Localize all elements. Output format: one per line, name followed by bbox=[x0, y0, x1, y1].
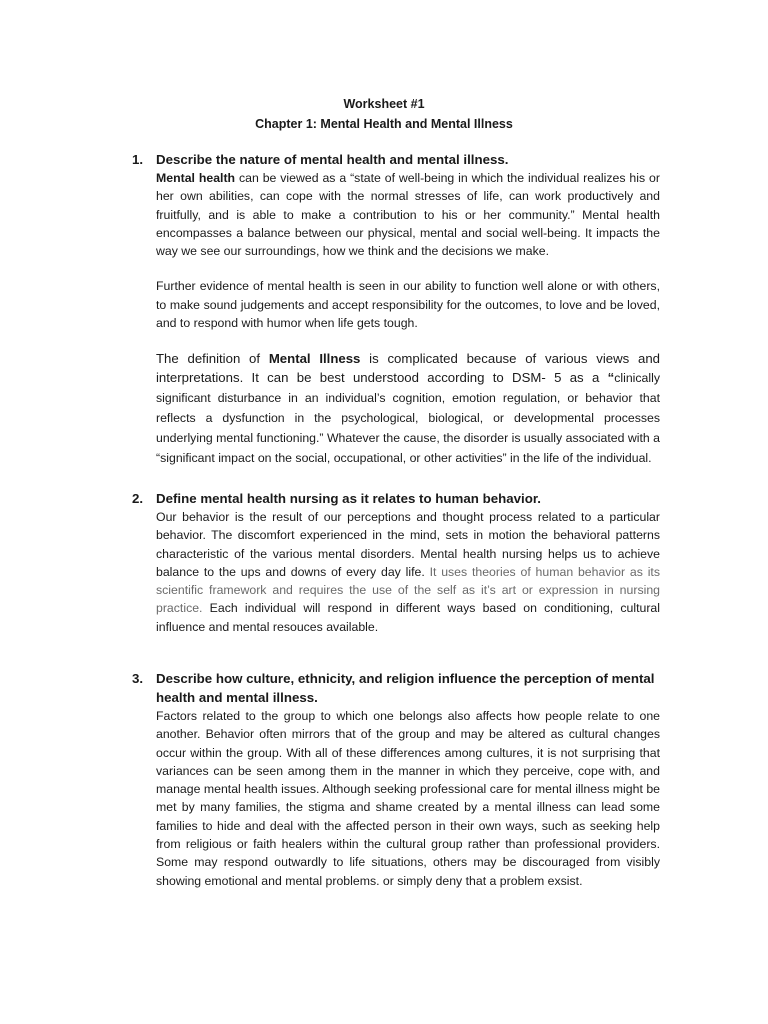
chapter-title: Chapter 1: Mental Health and Mental Illness bbox=[255, 117, 513, 131]
question-1 bbox=[132, 150, 660, 468]
paragraph-text: clinically significant disturbance in an individual’s cognition, emotion regulation, or behavior that reflects a dysfunction in the psychological, biological, or developmental processes underlying mental functioning.” Whatever the cause, the disorder is usually associated with a “significant impact on the social, occupational, or other activities” in the life of the individual. bbox=[156, 371, 660, 466]
answer-paragraph bbox=[156, 349, 660, 468]
question-title: Define mental health nursing as it relates to human behavior. bbox=[156, 491, 541, 506]
paragraph-text: can be viewed as a “state of well-being in which the individual realizes his or her own abilities, can cope with the normal stresses of life, can work productively and fruitfully, and is able to make a contribution to his or her community.” Mental health encompasses a balance between our physical, mental and social well-being. It impacts the way we see our surroundings, how we think and the decisions we make. bbox=[156, 171, 660, 259]
question-3 bbox=[132, 669, 660, 890]
paragraph-text: Each individual will respond in different ways based on conditioning, cultural influence and mental resouces available. bbox=[156, 601, 660, 634]
term-mental-health: Mental health bbox=[156, 171, 236, 185]
answer-paragraph: Further evidence of mental health is seen in our ability to function well alone or with others, to make sound judgements and accept responsibility for the outcomes, to love and be loved, and to respond with humor when life gets tough. bbox=[156, 279, 660, 331]
question-number: 1. bbox=[132, 152, 144, 167]
document-header bbox=[0, 94, 768, 134]
question-heading bbox=[132, 489, 660, 508]
answer-paragraph bbox=[156, 508, 660, 636]
question-2 bbox=[132, 489, 660, 636]
term-mental-illness: Mental Illness bbox=[268, 351, 361, 367]
answer-body bbox=[156, 707, 660, 890]
worksheet-title: Worksheet #1 bbox=[343, 97, 425, 111]
paragraph-text: The definition of bbox=[156, 351, 269, 367]
answer-body bbox=[156, 169, 660, 468]
question-heading bbox=[132, 150, 660, 169]
question-number: 3. bbox=[132, 671, 144, 686]
question-heading bbox=[132, 669, 660, 707]
faded-text: It uses theories of human behavior as its scientific framework and requires the use of the self as it’s art or expression in nursing practice. bbox=[156, 564, 660, 616]
paragraph-text: Our behavior is the result of our perceptions and thought process related to a particular behavior. The discomfort experienced in the mind, sets in motion the behavioral patterns characteristic of the various mental disorders. Mental health nursing helps us to achieve balance to the ups and downs of every day life. bbox=[156, 510, 660, 579]
paragraph-text: is complicated because of various views and interpretations. It can be best understood according to DSM- 5 as a bbox=[156, 351, 660, 386]
answer-paragraph bbox=[156, 169, 660, 260]
question-title: Describe how culture, ethnicity, and religion influence the perception of mental health and mental illness. bbox=[156, 671, 655, 705]
question-number: 2. bbox=[132, 491, 144, 506]
answer-paragraph: Factors related to the group to which one belongs also affects how people relate to one another. Behavior often mirrors that of the group and may be altered as cultural changes occur within the group. With all of these differences among cultures, it is not surprising that variances can be seen among them in the manner in which they perceive, cope with, and manage mental health issues. Although seeking professional care for mental illness might be met by many families, the stigma and shame created by a mental illness can lead some families to hide and deal with the affected person in their own ways, such as seeking help from religious or faith healers within the cultural group rather than professional providers. Some may respond outwardly to life situations, others may be discouraged from visibly showing emotional and mental problems. or simply deny that a problem exsist. bbox=[156, 709, 660, 888]
open-quote: “ bbox=[607, 370, 615, 386]
answer-body bbox=[156, 508, 660, 636]
question-title: Describe the nature of mental health and mental illness. bbox=[156, 152, 509, 167]
